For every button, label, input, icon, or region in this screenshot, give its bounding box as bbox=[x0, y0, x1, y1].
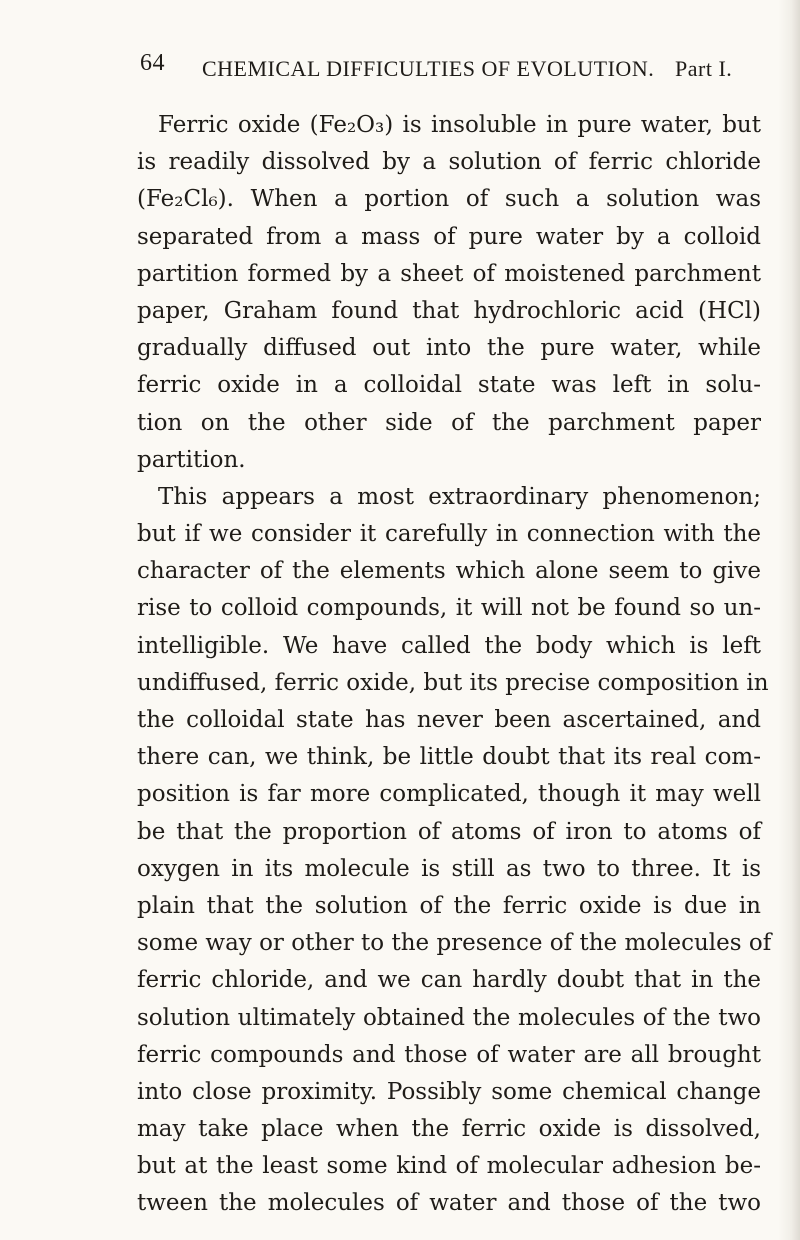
body-text bbox=[137, 107, 772, 1223]
text-line: tween the molecules of water and those of the two bbox=[137, 1190, 761, 1217]
text-line: but if we consider it carefully in connection with the bbox=[137, 521, 761, 548]
text-line: separated from a mass of pure water by a colloid bbox=[137, 223, 761, 250]
text-line: (Fe₂Cl₆). When a portion of such a solution was bbox=[137, 186, 761, 213]
running-title: CHEMICAL DIFFICULTIES OF EVOLUTION. bbox=[202, 56, 655, 81]
text-line: there can, we think, be little doubt that its real com- bbox=[137, 744, 761, 771]
text-line: partition. bbox=[137, 446, 246, 473]
text-line: but at the least some kind of molecular adhesion be- bbox=[137, 1153, 761, 1180]
text-line: ferric chloride, and we can hardly doubt that in the bbox=[137, 967, 761, 994]
text-line: into close proximity. Possibly some chemical change bbox=[137, 1078, 761, 1105]
running-head bbox=[140, 50, 780, 86]
text-line: plain that the solution of the ferric oxide is due in bbox=[137, 892, 761, 919]
page-number: 64 bbox=[140, 50, 165, 76]
text-line: position is far more complicated, though it may well bbox=[137, 781, 761, 808]
text-line: gradually diffused out into the pure water, while bbox=[137, 335, 761, 362]
text-line: the colloidal state has never been ascertained, and bbox=[137, 707, 761, 733]
text-line: character of the elements which alone seem to give bbox=[137, 558, 761, 585]
text-line: Ferric oxide (Fe₂O₃) is insoluble in pure water, but bbox=[158, 112, 761, 138]
text-line: be that the proportion of atoms of iron to atoms of bbox=[137, 818, 761, 845]
text-line: may take place when the ferric oxide is dissolved, bbox=[137, 1116, 761, 1143]
text-line: intelligible. We have called the body which is left bbox=[137, 632, 761, 659]
text-line: undiffused, ferric oxide, but its precise composition in bbox=[137, 669, 769, 696]
text-line: ferric oxide in a colloidal state was left in solu- bbox=[137, 372, 761, 399]
text-line: partition formed by a sheet of moistened parchment bbox=[137, 260, 761, 287]
text-line: rise to colloid compounds, it will not be found so un- bbox=[137, 595, 761, 622]
part-label: Part I. bbox=[675, 56, 733, 81]
text-line: ferric compounds and those of water are all brought bbox=[137, 1041, 761, 1068]
text-line: some way or other to the presence of the molecules of bbox=[137, 930, 772, 957]
text-line: oxygen in its molecule is still as two to three. It is bbox=[137, 855, 761, 882]
text-line: is readily dissolved by a solution of ferric chloride bbox=[137, 149, 761, 176]
page-edge-shadow bbox=[778, 0, 800, 1240]
text-line: This appears a most extraordinary phenomenon; bbox=[158, 483, 761, 510]
text-line: tion on the other side of the parchment paper bbox=[137, 409, 761, 436]
text-line: solution ultimately obtained the molecules of the two bbox=[137, 1004, 761, 1031]
text-line: paper, Graham found that hydrochloric acid (HCl) bbox=[137, 297, 761, 324]
